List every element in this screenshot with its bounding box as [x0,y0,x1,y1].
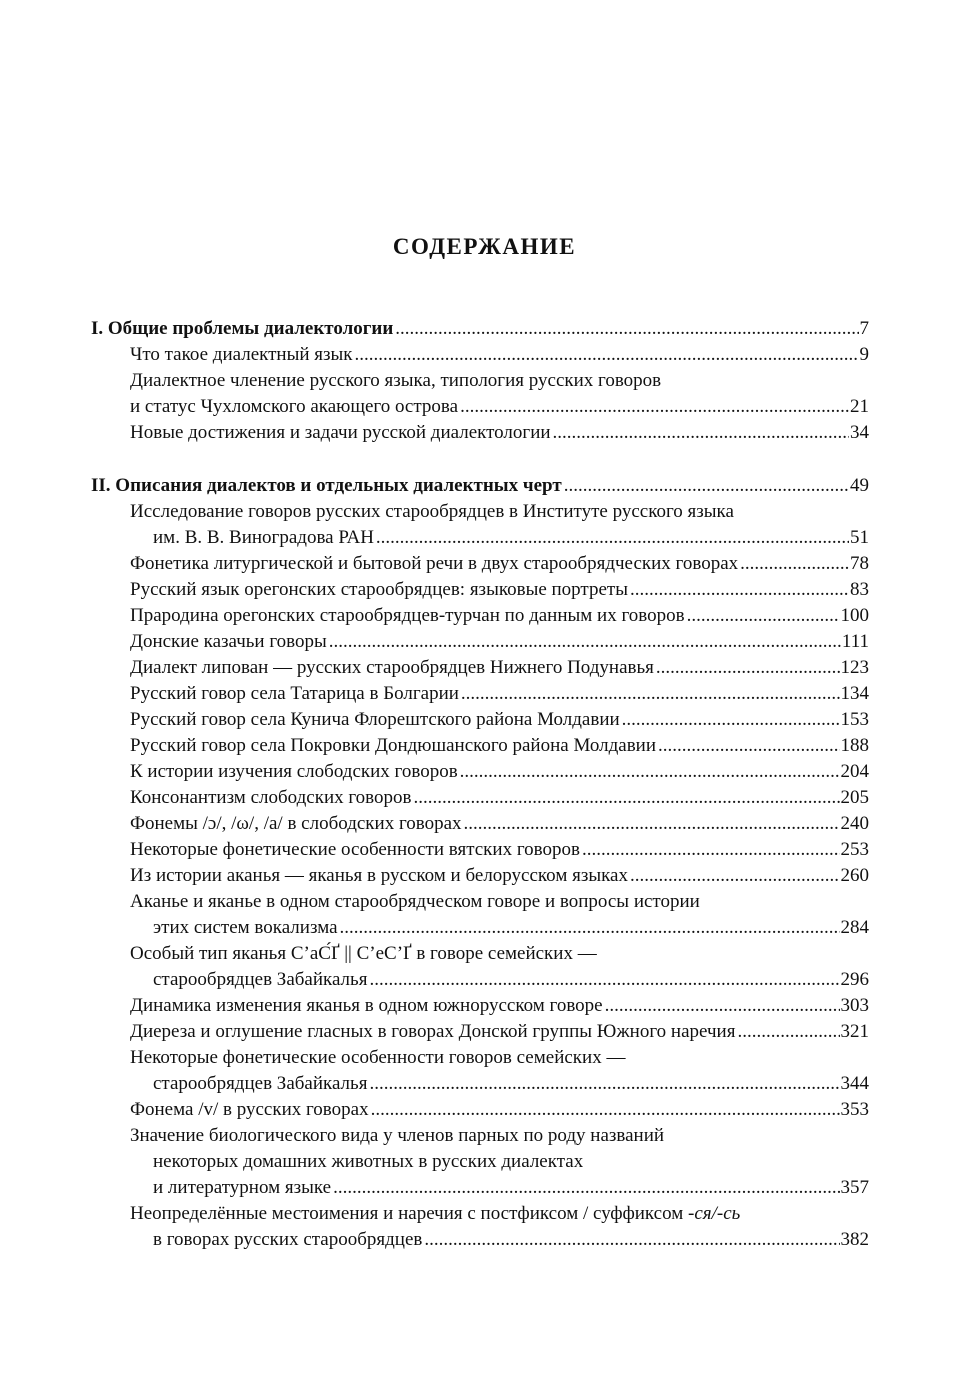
toc-entry-title: Из истории аканья — яканья в русском и белорусском языках [130,863,628,889]
toc-leader [355,342,859,368]
toc-leader [553,420,849,446]
toc-leader [658,733,840,759]
toc-entry-title: Новые достижения и задачи русской диалектологии [130,420,551,446]
toc-leader [630,863,840,889]
toc-leader [460,394,849,420]
toc-entry [153,967,869,993]
toc-page-number: 205 [840,787,869,808]
toc-leader [369,1071,839,1097]
toc-page-number: 134 [840,683,869,704]
toc-entry-line [130,1045,869,1071]
toc-entry-title: Некоторые фонетические особенности говоров семейских — [130,1045,625,1071]
toc-page-number: 353 [840,1099,869,1120]
toc-leader [564,473,849,499]
toc-page-number: 9 [859,344,869,365]
toc-entry [130,759,869,785]
toc-entry-title: Русский говор села Покровки Дондюшанского района Молдавии [130,733,656,759]
toc-entry [130,629,869,655]
toc-page-number: 284 [840,917,869,938]
toc-entry-title-continued: старообрядцев Забайкалья [153,1071,367,1097]
toc-page-number: 260 [840,865,869,886]
toc-entry-title-continued: и статус Чухломского акающего острова [130,394,458,420]
toc-entry [130,837,869,863]
toc-entry [130,603,869,629]
page-title: СОДЕРЖАНИЕ [392,234,577,259]
toc-entry-line [130,889,869,915]
toc-entry-title: Аканье и яканье в одном старообрядческом говоре и вопросы истории [130,889,700,915]
toc-leader [371,1097,840,1123]
toc-entry-title: Некоторые фонетические особенности вятских говоров [130,837,580,863]
toc-entry [130,1097,869,1123]
toc-entry [153,1175,869,1201]
toc-entry [130,707,869,733]
toc-entry-title: Консонантизм слободских говоров [130,785,412,811]
toc-leader [740,551,849,577]
toc-page-number: 34 [850,422,869,443]
toc-page-number: 204 [840,761,869,782]
toc-leader [333,1175,839,1201]
toc-page-number: 49 [850,475,869,496]
toc-entry [130,863,869,889]
toc-entry-line [130,368,869,394]
toc-entry-italic-suffix: -ся/-сь [688,1203,741,1224]
toc-page-number: 83 [850,579,869,600]
toc-entry-title-continued: некоторых домашних животных в русских диалектах [153,1149,583,1175]
toc-entry [130,655,869,681]
toc-leader [424,1227,839,1253]
toc-leader [464,811,840,837]
toc-page-number: 240 [840,813,869,834]
toc-page-number: 78 [850,553,869,574]
toc-entry-title-continued: этих систем вокализма [153,915,338,941]
toc-entry-title: Что такое диалектный язык [130,342,353,368]
toc-page-number: 21 [850,396,869,417]
toc-leader [395,316,858,342]
toc-page-number: 382 [840,1229,869,1250]
toc-entry [130,394,869,420]
toc-leader [329,629,841,655]
toc-page-number: 253 [840,839,869,860]
toc-entry-line [130,1201,869,1227]
toc-section-1 [91,316,869,342]
toc-entry [130,681,869,707]
toc-section-title: I. Общие проблемы диалектологии [91,316,393,342]
toc-entry [130,993,869,1019]
toc-entry-title: Исследование говоров русских старообрядцев в Институте русского языка [130,499,734,525]
toc-leader [340,915,840,941]
toc-leader [605,993,840,1019]
toc-entry [153,915,869,941]
toc-entry [130,785,869,811]
toc-leader [369,967,839,993]
toc-entry-title: Значение биологического вида у членов парных по роду названий [130,1123,664,1149]
toc-entry [130,577,869,603]
toc-page-number: 123 [840,657,869,678]
toc-entry-title-continued: и литературном языке [153,1175,331,1201]
toc-entry [130,342,869,368]
toc-entry-title: К истории изучения слободских говоров [130,759,458,785]
toc-page-number: 111 [841,631,869,652]
toc-entry-title: Фонетика литургической и бытовой речи в двух старообрядческих говорах [130,551,738,577]
toc-entry-title: Диереза и оглушение гласных в говорах Донской группы Южного наречия [130,1019,735,1045]
toc-entry-title: Фонема /v/ в русских говорах [130,1097,369,1123]
toc-entry-title: Фонемы /ɔ/, /ω/, /a/ в слободских говорах [130,811,462,837]
toc-entry [130,420,869,446]
toc-leader [414,785,840,811]
toc-entry [130,551,869,577]
toc-entry-title: Диалект липован — русских старообрядцев Нижнего Подунавья [130,655,654,681]
toc-leader [461,681,840,707]
toc-leader [737,1019,839,1045]
toc-page-number: 7 [859,318,869,339]
toc-entry-line [130,941,869,967]
toc-page-number: 321 [840,1021,869,1042]
toc-entry-line [130,499,869,525]
toc-section-title: II. Описания диалектов и отдельных диалектных черт [91,473,562,499]
toc-entry [130,733,869,759]
toc-entry [130,1019,869,1045]
toc-leader [582,837,840,863]
toc-entry-title-continued: старообрядцев Забайкалья [153,967,367,993]
toc-entry-title-text: Неопределённые местоимения и наречия с постфиксом / суффиксом [130,1203,689,1224]
toc-page-number: 357 [840,1177,869,1198]
toc-leader [622,707,840,733]
toc-entry-title: Диалектное членение русского языка, типология русских говоров [130,368,661,394]
toc-page-number: 153 [840,709,869,730]
toc-page-number: 100 [840,605,869,626]
toc-entry-title-continued: в говорах русских старообрядцев [153,1227,422,1253]
toc-entry-title: Донские казачьи говоры [130,629,327,655]
toc-entry-title: Динамика изменения яканья в одном южнорусском говоре [130,993,603,1019]
toc-leader [656,655,840,681]
toc-leader [687,603,840,629]
toc-page-number: 344 [840,1073,869,1094]
toc-page-number: 303 [840,995,869,1016]
toc-entry-title-continued: им. В. В. Виноградова РАН [153,525,374,551]
toc-entry-title: Русский язык орегонских старообрядцев: языковые портреты [130,577,628,603]
toc-entry [130,811,869,837]
toc-entry-title: Русский говор села Кунича Флорештского района Молдавии [130,707,620,733]
toc-leader [376,525,849,551]
toc-page-number: 51 [850,527,869,548]
toc-entry [153,1071,869,1097]
toc-entry-title: Прародина орегонских старообрядцев-турчан по данным их говоров [130,603,685,629]
toc-leader [630,577,849,603]
toc-entry-line [153,1149,869,1175]
toc-entry-title [130,1201,740,1227]
toc-entry-line [130,1123,869,1149]
toc-entry [153,525,869,551]
toc-entry [153,1227,869,1253]
toc-entry-title: Русский говор села Татарица в Болгарии [130,681,459,707]
toc-leader [460,759,840,785]
toc-page-number: 296 [840,969,869,990]
toc-entry-title: Особый тип яканья С’аС́Ґ || С’еС’Ґ в говоре семейских — [130,941,597,967]
toc-section-2 [91,473,869,499]
toc-page-number: 188 [840,735,869,756]
